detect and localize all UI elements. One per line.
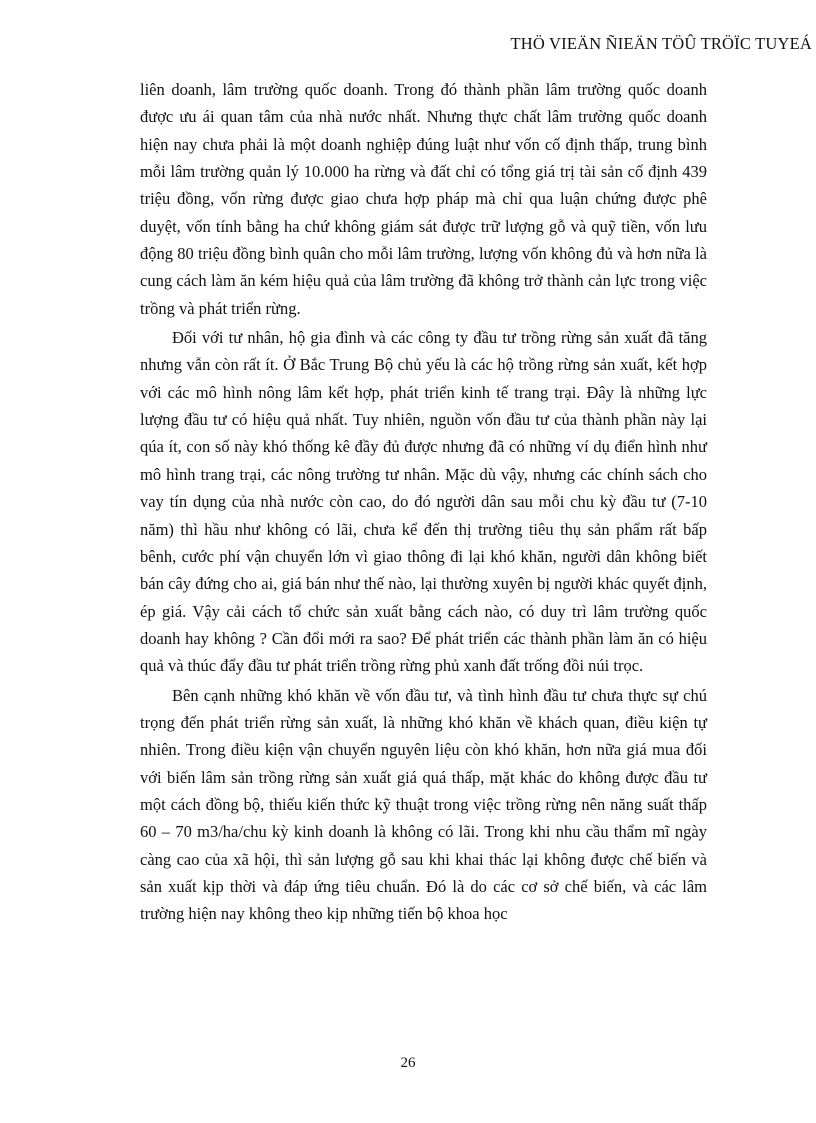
paragraph-continued: liên doanh, lâm trường quốc doanh. Trong đó thành phần lâm trường quốc doanh được ưu ái quan tâm của nhà nước nhất. Nhưng thực chất lâm trường quốc doanh hiện nay chưa phải là một doanh nghiệp đúng luật như vốn cố định thấp, trung bình mỗi lâm trường quản lý 10.000 ha rừng và đất chỉ có tổng giá trị tài sản cố định 439 triệu đồng, vốn rừng được giao chưa hợp pháp mà chỉ qua luận chứng được phê duyệt, vốn tính bằng ha chứ không giám sát được trữ lượng gỗ và quỹ tiền, vốn lưu động 80 triệu đồng bình quân cho mỗi lâm trường, lượng vốn không đủ và hơn nữa là cung cách làm ăn kém hiệu quả của lâm trường đã không trở thành cản lực trong việc trồng và phát triển rừng. [140, 80, 707, 318]
body-text [140, 76, 707, 928]
page-number: 26 [400, 1055, 416, 1071]
paragraph-difficulties: Bên cạnh những khó khăn về vốn đầu tư, và tình hình đầu tư chưa thực sự chú trọng đến phát triển rừng sản xuất, là những khó khăn về khách quan, điều kiện tự nhiên. Trong điều kiện vận chuyển nguyên liệu còn khó khăn, hơn nữa giá mua đối với biến lâm sản trồng rừng sản xuất giá quá thấp, mặt khác do không được đầu tư một cách đồng bộ, thiếu kiến thức kỹ thuật trong việc trồng rừng nên năng suất thấp 60 – 70 m3/ha/chu kỳ kinh doanh là không có lãi. Trong khi nhu cầu thẩm mĩ ngày càng cao của xã hội, thì sản lượng gỗ sau khi khai thác lại không được chế biến và sản xuất kịp thời và đáp ứng tiêu chuẩn. Đó là do các cơ sở chế biến, và các lâm trường hiện nay không theo kịp những tiến bộ khoa học [140, 685, 707, 924]
running-header: THÖ VIEÄN ÑIEÄN TÖÛ TRÖÏC TUYEÁ [510, 34, 812, 53]
paragraph-private-investment: Đối với tư nhân, hộ gia đình và các công ty đầu tư trồng rừng sản xuất đã tăng nhưng vẫn còn rất ít. Ở Bắc Trung Bộ chủ yếu là các hộ trồng rừng sản xuất, kết hợp với các mô hình nông lâm kết hợp, phát triển kinh tế trang trại. Đây là những lực lượng đầu tư có hiệu quả nhất. Tuy nhiên, nguồn vốn đầu tư của thành phần này lại qúa ít, con số này khó thống kê đầy đủ được nhưng đã có những ví dụ điển hình như mô hình trang trại, các nông trường tư nhân. Mặc dù vậy, nhưng các chính sách cho vay tín dụng của nhà nước còn cao, do đó người dân sau mỗi chu kỳ đầu tư (7-10 năm) thì hầu như không có lãi, chưa kể đến thị trường tiêu thụ sản phẩm rất bấp bênh, cước phí vận chuyển lớn vì giao thông đi lại khó khăn, người dân không biết bán cây đứng cho ai, giá bán như thế nào, lại thường xuyên bị người khác quyết định, ép giá. Vậy cải cách tổ chức sản xuất bằng cách nào, có duy trì lâm trường quốc doanh hay không ? Cần đổi mới ra sao? Để phát triển các thành phần làm ăn có hiệu quả và thúc đẩy đầu tư phát triển trồng rừng phủ xanh đất trống đồi núi trọc. [140, 328, 707, 676]
